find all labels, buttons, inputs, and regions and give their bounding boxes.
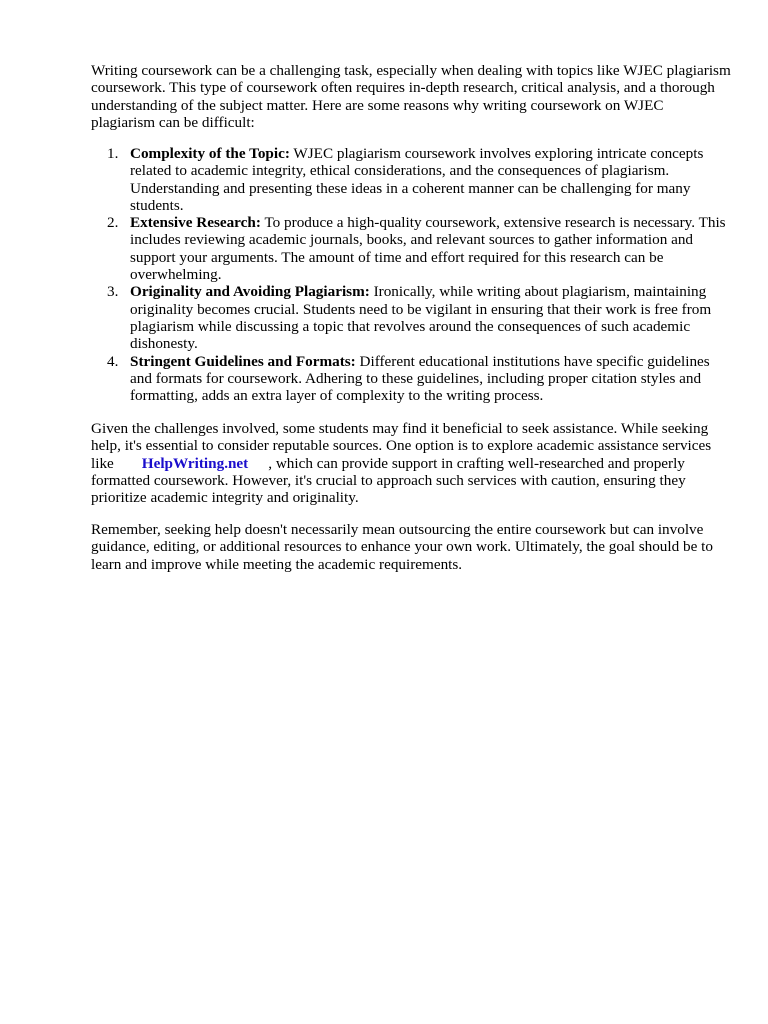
list-item-title: Originality and Avoiding Plagiarism:	[130, 283, 370, 301]
list-item-text: To produce a high-quality coursework, extensive research is necessary. This includes reviewing academic journals, books, and relevant sources to gather information and support your arguments. The amount of time and effort required for this research can be overwhelming.	[130, 214, 726, 284]
list-item	[91, 353, 731, 405]
list-item-number: 2.	[107, 214, 119, 232]
list-item-number: 1.	[107, 145, 119, 162]
list-item-text: WJEC plagiarism coursework involves exploring intricate concepts related to academic integrity, ethical considerations, and the consequences of plagiarism. Understanding and presenting these ideas in a coherent manner can be challenging for many students.	[130, 145, 704, 214]
list-item-text: Different educational institutions have specific guidelines and formats for coursework. Adhering to these guidelines, including proper citation styles and formatting, adds an extra layer of complexity to the writing process.	[130, 352, 710, 405]
list-item-number: 4.	[107, 352, 119, 370]
list-item-text: Ironically, while writing about plagiarism, maintaining originality becomes crucial. Students need to be vigilant in ensuring that their work is free from plagiarism while discussing a topic that revolves around the consequences of such academic dishonesty.	[130, 283, 712, 353]
list-item-title: Extensive Research:	[130, 214, 261, 232]
list-item	[91, 214, 731, 283]
assistance-text-after: , which can provide support in crafting well-researched and properly formatted coursework. However, it's crucial to approach such services with caution, ensuring they prioritize academic integrity and originality.	[91, 454, 686, 507]
assistance-paragraph	[91, 420, 731, 506]
list-item-title: Stringent Guidelines and Formats:	[130, 352, 356, 370]
reasons-list	[91, 145, 731, 404]
list-item	[91, 283, 731, 352]
intro-paragraph: Writing coursework can be a challenging task, especially when dealing with topics like WJEC plagiarism coursework. This type of coursework often requires in-depth research, critical analysis, and a thorough understanding of the subject matter. Here are some reasons why writing coursework on WJEC plagiarism can be difficult:	[91, 62, 731, 131]
assistance-text-before: Given the challenges involved, some students may find it beneficial to seek assistance. While seeking help, it's essential to consider reputable sources. One option is to explore academic assistance services like	[91, 420, 712, 472]
list-item-number: 3.	[107, 283, 119, 301]
helpwriting-link[interactable]: HelpWriting.net	[141, 454, 249, 472]
closing-paragraph: Remember, seeking help doesn't necessarily mean outsourcing the entire coursework but can involve guidance, editing, or additional resources to enhance your own work. Ultimately, the goal should be to learn and improve while meeting the academic requirements.	[91, 521, 713, 573]
list-item	[91, 145, 731, 214]
list-item-title: Complexity of the Topic:	[130, 145, 290, 162]
